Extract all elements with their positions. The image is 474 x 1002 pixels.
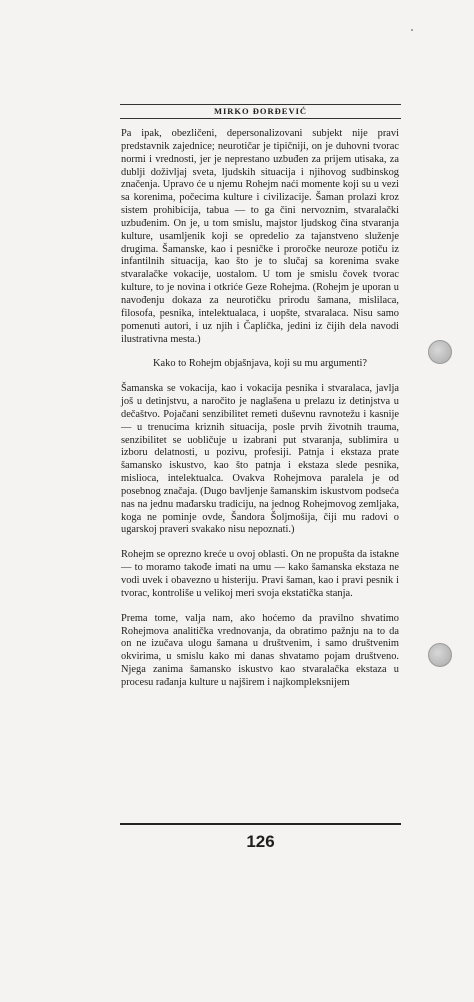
punch-hole-icon: [428, 643, 452, 667]
punch-hole-icon: [428, 340, 452, 364]
footer-rule: [120, 823, 401, 825]
header-rule-top: [120, 104, 401, 105]
page-number: 126: [246, 832, 275, 851]
paragraph-3: Šamanska se vokacija, kao i vokacija pesnika i stvaralaca, javlja još u detinjstvu, a naročito je naglašena u prelazu iz detinjstva u dečaštvo. Pojačani senzibilitet remeti duševnu ravnotežu i kasnije — u trenucima kriznih situacija, posle prvih životnih trauma, senzibilitet se uobličuje u izabrani put stvaranja, sublimira u izboru delatnosti, u pozivu, profesiji. Patnja i ekstaza prate šamansko iskustvo, kao što patnja i ekstaza slede pesnika, mislioca, intelektualca. Ovakva Rohejmova paralela je od posebnog značaja. (Dugo bavljenje šamanskim iskustvom podseća nas na jednu mađarsku tradiciju, na jednog Rohejmovog zemljaka, koga ne pominje ovde, Šandora Šoljmošija, čiji mu radovi o ugarskoj praveri svakako nisu nepoznati.): [121, 383, 399, 536]
running-head-author: MIRKO ĐORĐEVIĆ: [213, 106, 308, 116]
paper-speck: [411, 29, 413, 31]
paragraph-5: Prema tome, valja nam, ako hoćemo da pravilno shvatimo Rohejmova analitička vrednovanja, da obratimo pažnju na to da on ne izučava ulogu šamana u društvenim, i samo društvenim okvirima, u smislu kako mi danas shvatamo pojam društveno. Njega zanima šamansko iskustvo kao stvaralačka ekstaza u procesu rađanja kulture u najširem i najkompleksnijem: [121, 612, 399, 688]
header-rule-bottom: [120, 118, 401, 119]
paragraph-4: Rohejm se oprezno kreće u ovoj oblasti. On ne propušta da istakne — to moramo takođe imati na umu — kako šamanska ekstaza ne vodi uvek i obavezno u histeriju. Pravi šaman, kao i pravi pesnik i tvorac, kontroliše u velikoj meri svoja ekstatička stanja.: [121, 549, 399, 599]
paragraph-question: Kako to Rohejm objašnjava, koji su mu argumenti?: [153, 358, 367, 370]
paragraph-1: Pa ipak, obezličeni, depersonalizovani subjekt nije pravi predstavnik zajednice; neurotičar je tipičniji, on je duhovni tvorac normi i vrednosti, jer je neprestano uzbuđen za prijem utisaka, za dublji doživljaj sveta, ljudskih situacija i njihovog sudbinskog značenja. Upravo će u njemu Rohejm naći momente koji su u vezi sa korenima, počecima kulture i civilizacije. Šaman prolazi kroz sistem prohibicija, tabua — to ga čini nervoznim, stvaralački uzbuđenim. On je, u tom smislu, majstor ljudskog čina stvaranja kulture, usamljenik koji se opredelio za tajanstveno služenje drugima. Šamanske, kao i pesničke i proročke neuroze potiču iz infantilnih situacija, kao što je to slučaj sa korenima svake stvaralačke vokacije, uostalom. U tom je smislu čovek tvorac kulture, to je novina i otkriće Geze Rohejma. (Rohejm je uporan u navođenju dokaza za neurotičku prirodu šamana, mislilaca, filosofa, pesnika, intelektualaca, i uopšte, stvaralaca. Nisu samo pomenuti autori, i uz njih i Čaplička, jedini iz čijih dela navodi ilustrativna mesta.): [121, 128, 399, 345]
body-text: [121, 128, 399, 690]
